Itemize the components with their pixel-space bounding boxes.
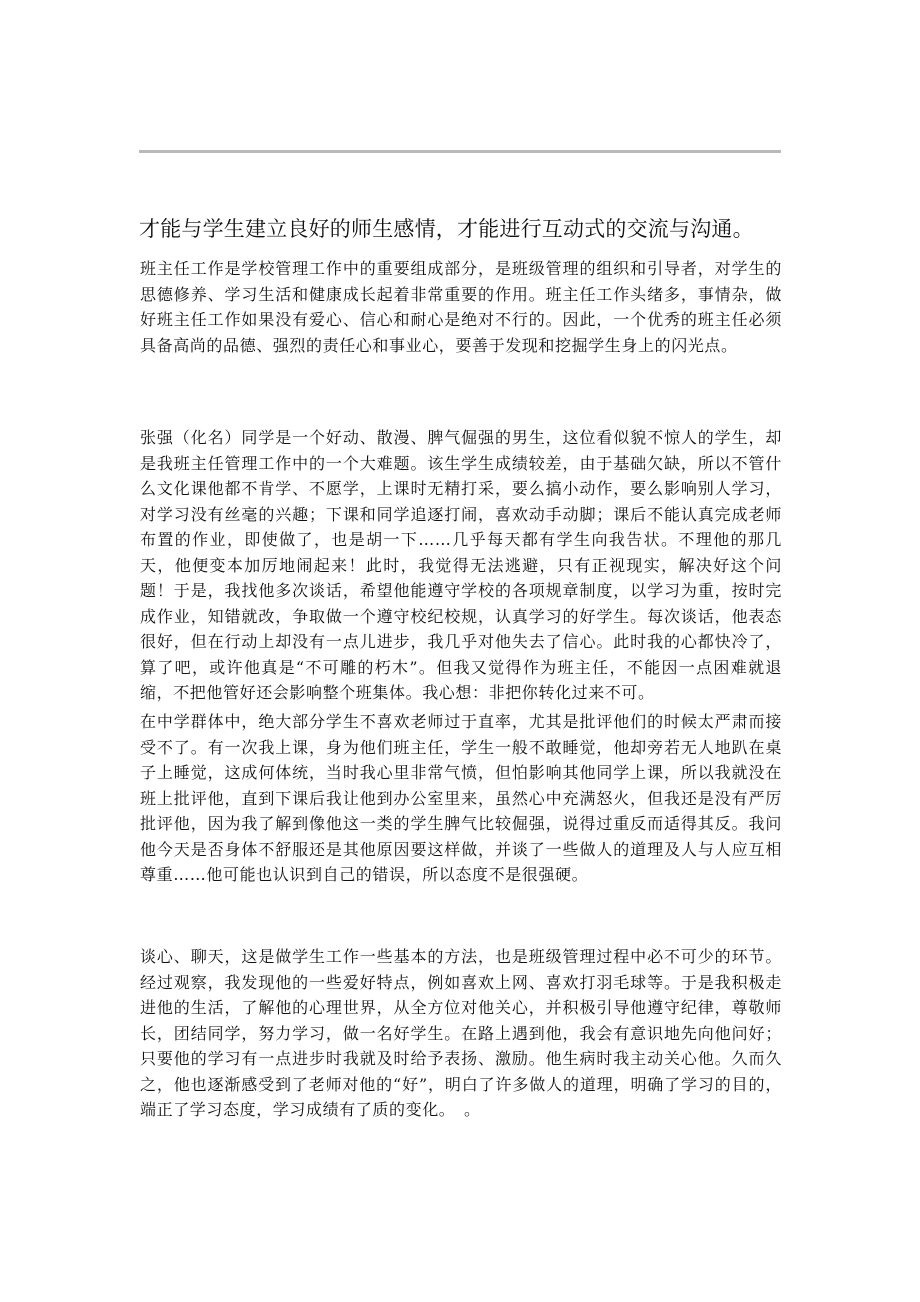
paragraph-heart-to-heart: 谈心、聊天，这是做学生工作一些基本的方法，也是班级管理过程中必不可少的环节。经过观察，我发现他的一些爱好特点，例如喜欢上网、喜欢打羽毛球等。于是我积极走进他的生活，了解他的心理世界，从全方位对他关心，并积极引导他遵守纪律，尊敬师长，团结同学，努力学习，做一名好学生。在路上遇到他，我会有意识地先向他问好；只要他的学习有一点进步时我就及时给予表扬、激励。他生病时我主动关心他。久而久之，他也逐渐感受到了老师对他的“好”，明白了许多做人的道理，明确了学习的目的，端正了学习态度，学习成绩有了质的变化。 。 (140, 947, 782, 1119)
header-rule (139, 150, 781, 153)
paragraph-intro: 班主任工作是学校管理工作中的重要组成部分，是班级管理的组织和引导者，对学生的思德修养、学习生活和健康成长起着非常重要的作用。班主任工作头绪多，事情杂，做好班主任工作如果没有爱心、信心和耐心是绝对不行的。因此，一个优秀的班主任必须具备高尚的品德、强烈的责任心和事业心，要善于发现和挖掘学生身上的闪光点。 (140, 259, 782, 355)
paragraph-student-case: 张强（化名）同学是一个好动、散漫、脾气倔强的男生，这位看似貌不惊人的学生，却是我班主任管理工作中的一个大难题。该生学生成绩较差，由于基础欠缺，所以不管什么文化课他都不肯学、不愿学，上课时无精打采，要么搞小动作，要么影响别人学习，对学习没有丝毫的兴趣；下课和同学追逐打闹，喜欢动手动脚；课后不能认真完成老师布置的作业，即使做了，也是胡一下……几乎每天都有学生向我告状。不理他的那几天，他便变本加厉地闹起来！此时，我觉得无法逃避，只有正视现实，解决好这个问题！于是，我找他多次谈话，希望他能遵守学校的各项规章制度，以学习为重，按时完成作业，知错就改，争取做一个遵守校纪校规，认真学习的好学生。每次谈话，他表态很好，但在行动上却没有一点儿进步，我几乎对他失去了信心。此时我的心都快冷了，算了吧，或许他真是“不可雕的朽木”。但我又觉得作为班主任，不能因一点困难就退缩，不把他管好还会影响整个班集体。我心想：非把你转化过来不可。 (140, 428, 782, 702)
document-heading: 才能与学生建立良好的师生感情，才能进行互动式的交流与沟通。 (139, 217, 754, 241)
paragraph-criticism: 在中学群体中，绝大部分学生不喜欢老师过于直率，尤其是批评他们的时候太严肃而接受不了。有一次我上课，身为他们班主任，学生一般不敢睡觉，他却旁若无人地趴在桌子上睡觉，这成何体统，当时我心里非常气愤，但怕影响其他同学上课，所以我就没在班上批评他，直到下课后我让他到办公室里来，虽然心中充满怒火，但我还是没有严厉批评他，因为我了解到像他这一类的学生脾气比较倔强，说得过重反而适得其反。我问他今天是否身体不舒服还是其他原因要这样做，并谈了一些做人的道理及人与人应互相尊重……他可能也认识到自己的错误，所以态度不是很强硬。 (140, 712, 782, 884)
